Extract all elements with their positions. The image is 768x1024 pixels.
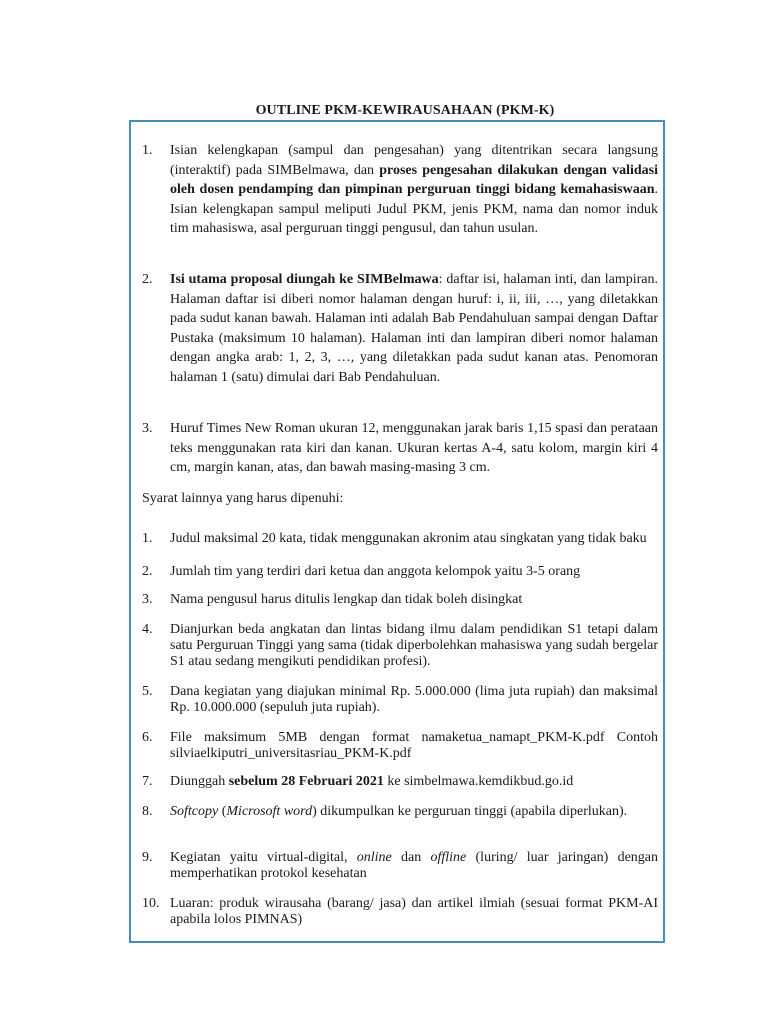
item-text — [170, 592, 658, 608]
page-title: OUTLINE PKM-KEWIRAUSAHAAN (PKM-K) — [255, 103, 555, 118]
item-text — [170, 804, 658, 820]
requirement-item — [142, 774, 658, 790]
requirements-heading: Syarat lainnya yang harus dipenuhi: — [142, 491, 344, 506]
requirement-item — [142, 896, 658, 928]
item-text — [170, 531, 658, 547]
main-item — [142, 419, 658, 478]
item-text — [170, 622, 658, 670]
item-text — [170, 730, 658, 762]
item-text — [170, 564, 658, 580]
item-text — [170, 850, 658, 882]
text-run: Judul maksimal 20 kata, tidak menggunakan akronim atau singkatan yang tidak baku — [170, 531, 647, 546]
text-run: (luring/ luar jaringan) dengan memperhatikan protokol kesehatan — [170, 850, 658, 881]
item-text — [170, 684, 658, 716]
requirement-item — [142, 850, 658, 882]
main-item — [142, 141, 658, 239]
text-run: Nama pengusul harus ditulis lengkap dan tidak boleh disingkat — [170, 592, 523, 607]
item-text — [170, 774, 658, 790]
text-run: File maksimum 5MB dengan format namaketua_namapt_PKM-K.pdf Contoh silviaelkiputri_universitasriau_PKM-K.pdf — [170, 730, 658, 761]
text-run: dan — [391, 850, 431, 865]
requirement-item — [142, 531, 658, 547]
item-text — [170, 419, 658, 478]
item-number: 3. — [142, 592, 153, 607]
text-run: : daftar isi, halaman inti, dan lampiran. Halaman daftar isi diberi nomor halaman dengan huruf: i, ii, iii, …, yang diletakkan pada sudut kanan bawah. Halaman inti adalah Bab Pendahuluan sampai dengan Daftar Pustaka (maksimum 10 halaman). Halaman inti dan lampiran diberi nomor halaman dengan angka arab: 1, 2, 3, …, yang diletakkan pada sudut kanan atas. Penomoran halaman 1 (satu) dimulai dari Bab Pendahuluan. — [170, 272, 658, 385]
item-number: 3. — [142, 421, 153, 436]
text-run: ( — [218, 804, 227, 819]
item-number: 2. — [142, 564, 153, 579]
item-number: 1. — [142, 143, 153, 158]
item-number: 6. — [142, 730, 153, 745]
italic-text: Microsoft word — [226, 804, 313, 819]
item-number: 2. — [142, 272, 153, 287]
item-number: 4. — [142, 622, 153, 637]
requirement-item — [142, 804, 658, 820]
item-number: 1. — [142, 531, 153, 546]
bold-text: Isi utama proposal diungah ke SIMBelmawa — [170, 272, 439, 287]
text-run: Isian kelengkapan (sampul dan pengesahan) yang ditentrikan secara langsung (interaktif) pada SIMBelmawa, dan — [170, 143, 658, 178]
requirement-item — [142, 622, 658, 670]
text-run: Diunggah — [170, 774, 229, 789]
item-text — [170, 270, 658, 388]
item-text — [170, 896, 658, 928]
text-run: Dianjurkan beda angkatan dan lintas bidang ilmu dalam pendidikan S1 tetapi dalam satu Perguruan Tinggi yang sama (tidak diperbolehkan mahasiswa yang sudah bergelar S1 atau sedang mengikuti pendidikan profesi). — [170, 622, 658, 669]
text-run: Jumlah tim yang terdiri dari ketua dan anggota kelompok yaitu 3-5 orang — [170, 564, 581, 579]
item-number: 9. — [142, 850, 153, 865]
item-number: 5. — [142, 684, 153, 699]
text-run: Kegiatan yaitu virtual-digital, — [170, 850, 357, 865]
text-run: Dana kegiatan yang diajukan minimal Rp. 5.000.000 (lima juta rupiah) dan maksimal Rp. 10.000.000 (sepuluh juta rupiah). — [170, 684, 658, 715]
item-number: 8. — [142, 804, 153, 819]
italic-text: Softcopy — [170, 804, 219, 819]
text-run: . Isian kelengkapan sampul meliputi Judul PKM, jenis PKM, nama dan nomor induk tim mahasiswa, asal perguruan tinggi pengusul, dan tahun usulan. — [170, 182, 658, 237]
requirement-item — [142, 684, 658, 716]
text-run: Luaran: produk wirausaha (barang/ jasa) dan artikel ilmiah (sesuai format PKM-AI apabila lolos PIMNAS) — [170, 896, 658, 927]
item-number: 7. — [142, 774, 153, 789]
italic-text: online — [356, 850, 392, 865]
item-text — [170, 141, 658, 239]
main-item — [142, 270, 658, 388]
text-run: ) dikumpulkan ke perguruan tinggi (apabila diperlukan). — [312, 804, 628, 819]
text-run: ke simbelmawa.kemdikbud.go.id — [383, 774, 574, 789]
requirement-item — [142, 730, 658, 762]
bold-text: proses pengesahan dilakukan dengan validasi oleh dosen pendamping dan pimpinan perguruan tinggi bidang kemahasiswaan — [170, 162, 658, 198]
requirement-item — [142, 592, 658, 608]
item-number: 10. — [142, 896, 160, 911]
italic-text: offline — [430, 850, 467, 865]
text-run: Huruf Times New Roman ukuran 12, menggunakan jarak baris 1,15 spasi dan perataan teks menggunakan rata kiri dan kanan. Ukuran kertas A-4, satu kolom, margin kiri 4 cm, margin kanan, atas, dan bawah masing-masing 3 cm. — [170, 421, 658, 476]
bold-text: sebelum 28 Februari 2021 — [228, 774, 384, 789]
requirement-item — [142, 564, 658, 580]
